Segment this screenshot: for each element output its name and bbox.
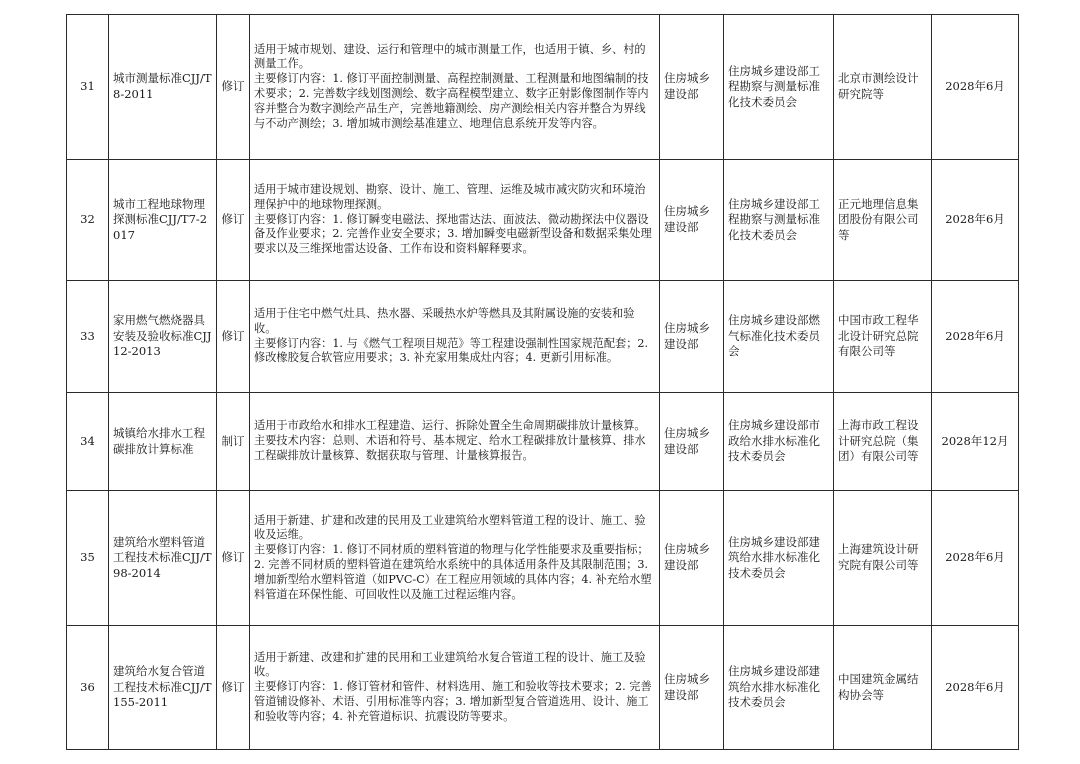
- scope-text: 适用于新建、改建和扩建的民用和工业建筑给水复合管道工程的设计、施工及验收。: [254, 650, 646, 679]
- standard-name: 建筑给水复合管道工程技术标准CJJ/T155-2011: [109, 626, 217, 750]
- revision-type: 修订: [217, 281, 250, 393]
- department: 住房城乡建设部: [660, 491, 724, 626]
- scope-text: 适用于城市规划、建设、运行和管理中的城市测量工作，也适用于镇、乡、村的测量工作。: [254, 42, 646, 71]
- department: 住房城乡建设部: [660, 15, 724, 160]
- table-row: [67, 160, 1019, 281]
- drafting-organization: 正元地理信息集团股份有限公司等: [834, 160, 932, 281]
- due-date: 2028年6月: [932, 626, 1019, 750]
- drafting-organization: 中国市政工程华北设计研究总院有限公司等: [834, 281, 932, 393]
- table-row: [67, 393, 1019, 491]
- row-number: 31: [67, 15, 109, 160]
- department: 住房城乡建设部: [660, 626, 724, 750]
- department: 住房城乡建设部: [660, 160, 724, 281]
- due-date: 2028年6月: [932, 281, 1019, 393]
- standard-description: [250, 160, 660, 281]
- drafting-organization: 中国建筑金属结构协会等: [834, 626, 932, 750]
- changes-text: 主要修订内容：1. 修订不同材质的塑料管道的物理与化学性能要求及重要指标；2. 完善不同材质的塑料管道在建筑给水系统中的具体适用条件及其限制范围；3. 增加新型给水塑料管道（如PVC-C）在工程应用领域的具体内容；4. 补充给水塑料管道在环保性能、可回收性以及施工过程运维内容。: [254, 543, 652, 601]
- standard-description: [250, 281, 660, 393]
- row-number: 36: [67, 626, 109, 750]
- department: 住房城乡建设部: [660, 281, 724, 393]
- due-date: 2028年12月: [932, 393, 1019, 491]
- table-row: [67, 15, 1019, 160]
- technical-committee: 住房城乡建设部建筑给水排水标准化技术委员会: [724, 626, 834, 750]
- scope-text: 适用于城市建设规划、勘察、设计、施工、管理、运维及城市减灾防灾和环境治理保护中的地球物理探测。: [254, 183, 646, 211]
- standard-description: [250, 15, 660, 160]
- due-date: 2028年6月: [932, 491, 1019, 626]
- standard-description: [250, 393, 660, 491]
- revision-type: 修订: [217, 15, 250, 160]
- table-row: [67, 281, 1019, 393]
- technical-committee: 住房城乡建设部市政给水排水标准化技术委员会: [724, 393, 834, 491]
- due-date: 2028年6月: [932, 15, 1019, 160]
- scope-text: 适用于新建、扩建和改建的民用及工业建筑给水塑料管道工程的设计、施工、验收及运维。: [254, 513, 646, 542]
- changes-text: 主要修订内容：1. 与《燃气工程项目规范》等工程建设强制性国家规范配套；2. 修改橡胶复合软管应用要求；3. 补充家用集成灶内容；4. 更新引用标准。: [254, 336, 649, 365]
- standard-name: 城市测量标准CJJ/T8-2011: [109, 15, 217, 160]
- technical-committee: 住房城乡建设部工程勘察与测量标准化技术委员会: [724, 160, 834, 281]
- standard-name: 建筑给水塑料管道工程技术标准CJJ/T98-2014: [109, 491, 217, 626]
- scope-text: 适用于市政给水和排水工程建造、运行、拆除处置全生命周期碳排放计量核算。: [254, 419, 646, 433]
- department: 住房城乡建设部: [660, 393, 724, 491]
- changes-text: 主要技术内容：总则、术语和符号、基本规定、给水工程碳排放计量核算、排水工程碳排放计量核算、数据获取与管理、计量核算报告。: [254, 434, 646, 462]
- row-number: 34: [67, 393, 109, 491]
- revision-type: 修订: [217, 160, 250, 281]
- changes-text: 主要修订内容：1. 修订管材和管件、材料选用、施工和验收等技术要求；2. 完善管道铺设修补、术语、引用标准等内容；3. 增加新型复合管道选用、设计、施工和验收等内容；4. 补充管道标识、抗震设防等要求。: [254, 680, 652, 723]
- row-number: 33: [67, 281, 109, 393]
- technical-committee: 住房城乡建设部工程勘察与测量标准化技术委员会: [724, 15, 834, 160]
- revision-type: 修订: [217, 491, 250, 626]
- standard-description: [250, 491, 660, 626]
- due-date: 2028年6月: [932, 160, 1019, 281]
- technical-committee: 住房城乡建设部燃气标准化技术委员会: [724, 281, 834, 393]
- standard-name: 城镇给水排水工程碳排放计算标准: [109, 393, 217, 491]
- standard-name: 城市工程地球物理探测标准CJJ/T7-2017: [109, 160, 217, 281]
- row-number: 35: [67, 491, 109, 626]
- standard-description: [250, 626, 660, 750]
- drafting-organization: 上海市政工程设计研究总院（集团）有限公司等: [834, 393, 932, 491]
- standards-table: [66, 14, 1019, 750]
- technical-committee: 住房城乡建设部建筑给水排水标准化技术委员会: [724, 491, 834, 626]
- drafting-organization: 北京市测绘设计研究院等: [834, 15, 932, 160]
- changes-text: 主要修订内容：1. 修订瞬变电磁法、探地雷达法、面波法、微动勘探法中仪器设备及作业要求；2. 完善作业安全要求；3. 增加瞬变电磁新型设备和数据采集处理要求以及三维探地雷达设备、工作布设和资料解释要求。: [254, 212, 652, 256]
- table-row: [67, 626, 1019, 750]
- table-row: [67, 491, 1019, 626]
- revision-type: 制订: [217, 393, 250, 491]
- revision-type: 修订: [217, 626, 250, 750]
- row-number: 32: [67, 160, 109, 281]
- changes-text: 主要修订内容：1. 修订平面控制测量、高程控制测量、工程测量和地图编制的技术要求；2. 完善数字线划图测绘、数字高程模型建立、数字正射影像图制作等内容并整合为数字测绘产品生产，完善地籍测绘、房产测绘相关内容并整合为界线与不动产测绘；3. 增加城市测绘基准建立、地理信息系统开发等内容。: [254, 72, 649, 130]
- scope-text: 适用于住宅中燃气灶具、热水器、采暖热水炉等燃具及其附属设施的安装和验收。: [254, 306, 635, 335]
- drafting-organization: 上海建筑设计研究院有限公司等: [834, 491, 932, 626]
- standard-name: 家用燃气燃烧器具安装及验收标准CJJ12-2013: [109, 281, 217, 393]
